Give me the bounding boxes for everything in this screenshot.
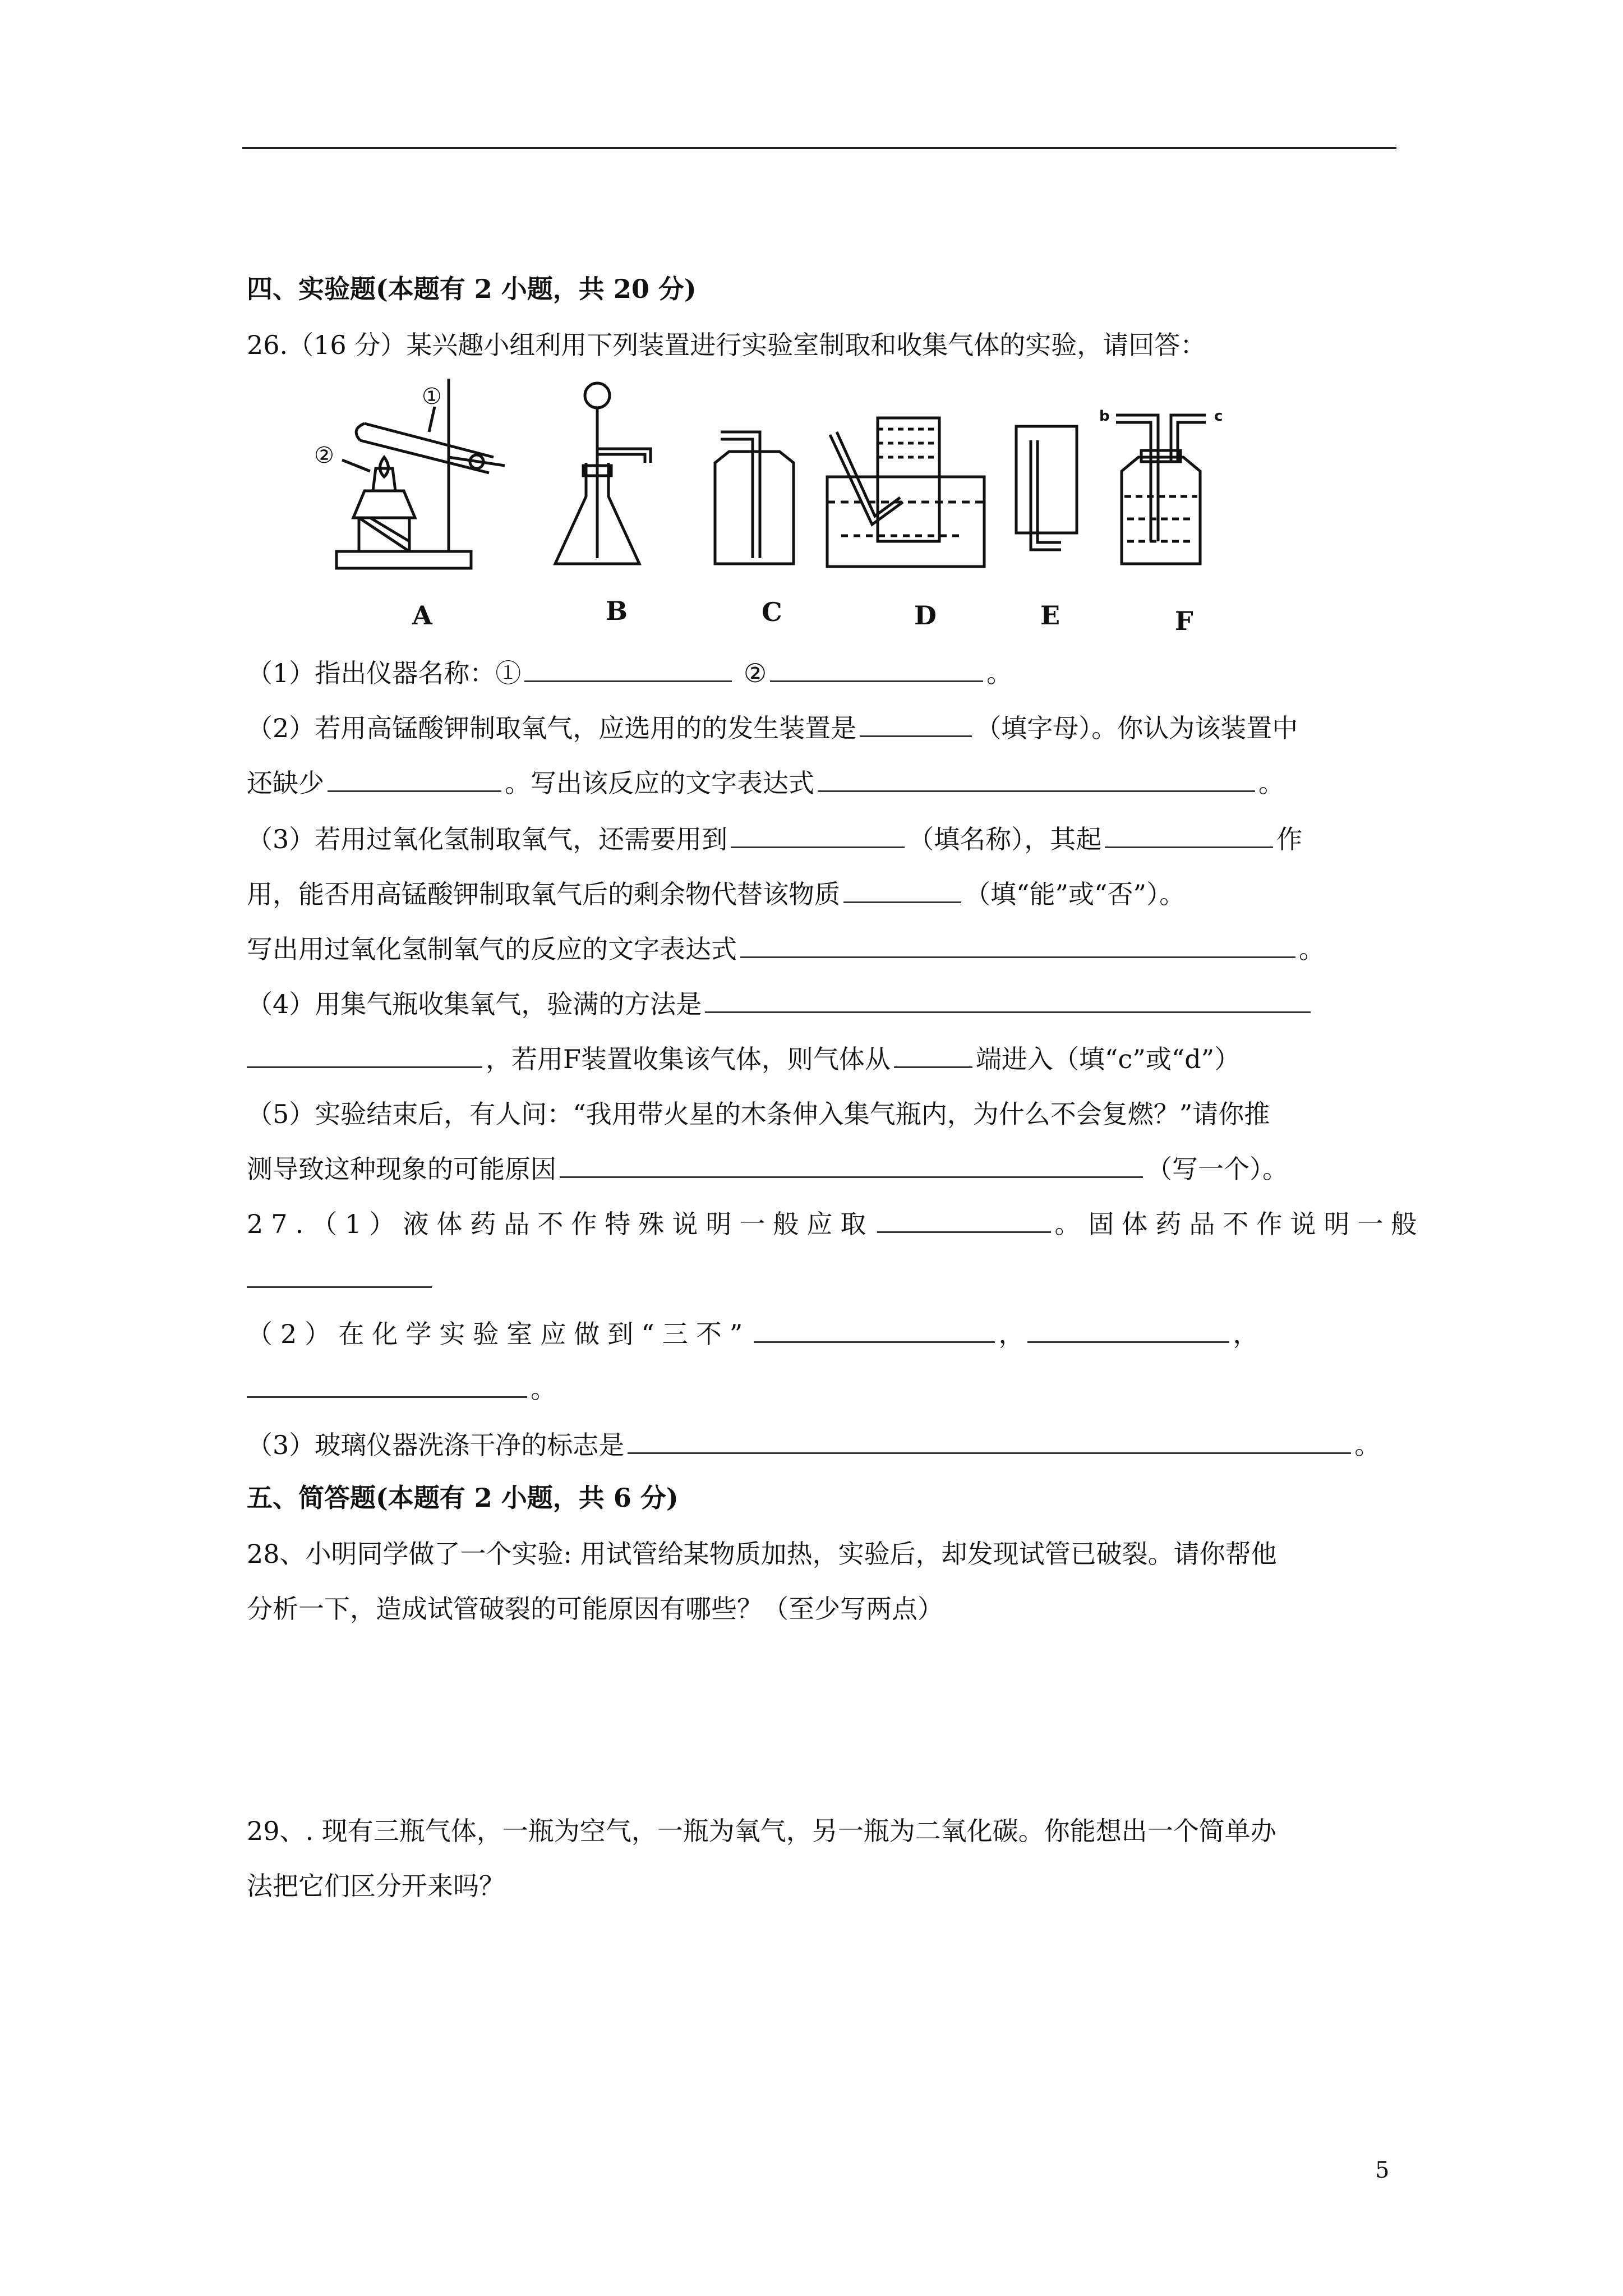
page-number: 5 — [1375, 2157, 1390, 2183]
port-b-label: b — [1099, 408, 1110, 425]
q26-part4-line1: （4）用集气瓶收集氧气，验满的方法是 — [247, 987, 1314, 1021]
q27-part3: （3）玻璃仪器洗涤干净的标志是 。 — [247, 1430, 1381, 1460]
q27-part2-line1: （2）在化学实验室应做到“三不” ， ， — [247, 1319, 1259, 1349]
port-c-label: c — [1214, 408, 1223, 425]
q29-line2: 法把它们区分开来吗？ — [247, 1871, 505, 1901]
apparatus-d — [827, 418, 984, 567]
q26-part3-line1: （3）若用过氧化氢制取氧气，还需要用到 （填名称），其起 作 — [247, 824, 1303, 854]
apparatus-b — [555, 383, 651, 564]
q26-part2-line1: （2）若用高锰酸钾制取氧气，应选用的的发生装置是 （填字母）。你认为该装置中 — [247, 713, 1298, 743]
circle-2-label: ② — [314, 443, 334, 468]
label-e: E — [1040, 600, 1061, 631]
section-5-title: 五、简答题(本题有 2 小题，共 6 分) — [247, 1483, 679, 1513]
apparatus-c — [715, 432, 794, 564]
q27-part1-blank — [247, 1262, 435, 1296]
label-f: F — [1175, 606, 1193, 636]
label-c: C — [762, 597, 782, 627]
q27-part1: 27.（1）液体药品不作特殊说明一般应取 。固体药品不作说明一般 — [247, 1209, 1425, 1239]
header-rule — [242, 147, 1396, 149]
q26-part5-line2: 测导致这种现象的可能原因 （写一个）。 — [247, 1154, 1288, 1184]
section-4-title: 四、实验题(本题有 2 小题，共 20 分) — [247, 274, 697, 304]
q26-part1: （1）指出仪器名称：① ② 。 — [247, 658, 1013, 688]
q26-intro: 26.（16 分）某兴趣小组利用下列装置进行实验室制取和收集气体的实验，请回答： — [247, 330, 1206, 360]
q26-part5-line1: （5）实验结束后，有人问：“我用带火星的木条伸入集气瓶内，为什么不会复燃？”请你推 — [247, 1099, 1270, 1129]
label-a: A — [412, 600, 432, 631]
apparatus-a — [336, 379, 505, 568]
q26-part4-line2: ，若用F装置收集该气体，则气体从 端进入（填“c”或“d”） — [247, 1042, 1240, 1076]
label-d: D — [914, 600, 937, 631]
label-b: B — [606, 596, 628, 626]
apparatus-f — [1116, 415, 1206, 564]
q26-part3-line2: 用，能否用高锰酸钾制取氧气后的剩余物代替该物质 （填“能”或“否”）。 — [247, 879, 1186, 909]
apparatus-figure — [292, 373, 1357, 642]
q27-part2-line2: 。 — [247, 1372, 556, 1406]
q28-line1: 28、小明同学做了一个实验: 用试管给某物质加热，实验后，却发现试管已破裂。请你帮他 — [247, 1539, 1277, 1569]
q26-part3-line3: 写出用过氧化氢制氧气的反应的文字表达式 。 — [247, 934, 1325, 964]
circle-1-label: ① — [422, 384, 442, 409]
q26-part2-line2: 还缺少 。写出该反应的文字表达式 。 — [247, 768, 1284, 798]
apparatus-e — [1016, 426, 1077, 550]
q28-line2: 分析一下，造成试管破裂的可能原因有哪些？（至少写两点） — [247, 1594, 943, 1624]
q29-line1: 29、. 现有三瓶气体，一瓶为空气，一瓶为氧气，另一瓶为二氧化碳。你能想出一个简单办 — [247, 1816, 1276, 1846]
